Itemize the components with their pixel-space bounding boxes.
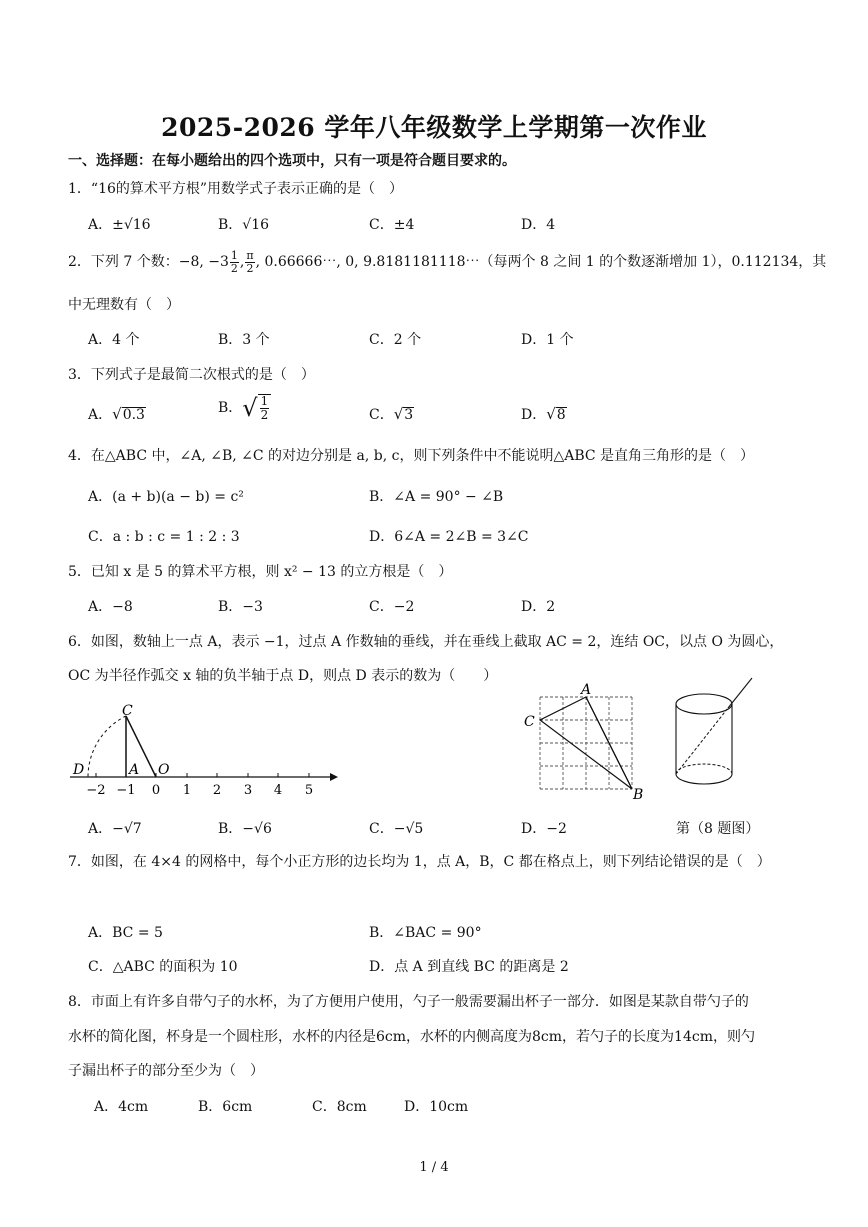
q3-c-label: C． [369,407,394,423]
q4-option-d[interactable]: D．6∠A = 2∠B = 3∠C [369,529,529,545]
tick-label: −1 [116,783,136,798]
q5-option-a[interactable]: A．−8 [88,599,133,615]
tick-label: 3 [243,783,253,798]
q3-option-a[interactable] [88,404,146,424]
tick-label: 1 [182,783,192,798]
q2-option-a[interactable]: A．4 个 [88,332,140,348]
q3-b-num: 1 [260,394,269,409]
spoon-outside [728,678,752,708]
q8-option-c[interactable]: C．8cm [312,1099,367,1115]
q2-pi-num: π [246,249,254,262]
tick-label: 2 [212,783,222,798]
q1-a-label: A． [88,217,113,233]
q2-fraction [230,250,239,274]
q6-c-value: −√5 [393,821,424,837]
q2-stem: 2．下列 7 个数：−8, −3 $\frac{1}{2}$ , $\frac{\pi}{2}$ , 0.66666⋯, 0, 9.8181181118⋯（每两个 8 之间 1 的个数逐渐增加 1），0.112134，其 [68,249,827,275]
q3-option-d[interactable] [521,404,567,424]
cup-bottom-back [676,764,732,774]
label-c: C [122,703,133,719]
q3-b-label: B． [218,400,243,416]
tick-label: 0 [151,783,161,798]
label-d: D [73,762,85,778]
q7-stem: 7．如图，在 4×4 的网格中，每个小正方形的边长均为 1，点 A，B，C 都在格点上，则下列结论错误的是（ ） [68,854,771,870]
q4-stem: 4．在△ABC 中，∠A, ∠B, ∠C 的对边分别是 a, b, c，则下列条件中不能说明△ABC 是直角三角形的是（ ） [68,448,755,464]
q2-option-c[interactable]: C．2 个 [369,332,422,348]
q3-d-radicand: 8 [556,407,566,423]
q8-stem-line3: 子漏出杯子的部分至少为（ ） [68,1063,264,1079]
q7-option-d[interactable]: D．点 A 到直线 BC 的距离是 2 [369,959,569,975]
q6-a-value: −√7 [112,821,142,837]
q7-option-b[interactable]: B．∠BAC = 90° [369,925,482,941]
q2-stem-line2: 中无理数有（ ） [68,297,180,313]
q8-option-a[interactable]: A．4cm [94,1099,149,1115]
q1-stem: 1．“16的算术平方根”用数学式子表示正确的是（ ） [68,181,404,197]
q2-stem-end: （每两个 8 之间 1 的个数逐渐增加 1），0.112134，其 [479,254,827,271]
tick-label: −2 [86,783,106,798]
q2-pi-den: 2 [246,261,254,275]
q8-option-b[interactable]: B．6cm [198,1099,253,1115]
q6-option-c[interactable] [369,818,423,838]
label-a: A [129,762,140,778]
q6-b-label: B． [218,821,243,837]
sqrt-icon: √ [242,394,258,422]
q2-stem-mid: , 0.66666⋯, 0, 9.8181181118⋯ [255,254,480,271]
q1-b-label: B． [218,217,243,233]
q6-b-value: −√6 [242,821,272,837]
q1-a-text: ±√16 [112,217,151,233]
axis-arrow-icon [330,773,338,781]
q8-stem-line1: 8．市面上有许多自带勺子的水杯，为了方便用户使用，勺子一般需要漏出杯子一部分．如图是某款自带勺子的 [68,994,749,1010]
sqrt-icon: √ [393,405,404,423]
fig8-caption: 第（8 题图） [676,821,760,837]
q3-c-radicand: 3 [404,407,414,423]
label-o: O [158,762,170,778]
q6-c-label: C． [369,821,394,837]
page-number: 1 / 4 [419,1160,449,1175]
q6-option-a[interactable] [88,818,142,838]
q1-option-b[interactable] [218,214,269,234]
q2-stem-start: 2．下列 7 个数：−8, −3 [68,254,229,271]
q1-option-a[interactable] [88,214,151,234]
q2-frac-num: 1 [230,249,238,262]
q8-stem-line2: 水杯的简化图，杯身是一个圆柱形，水杯的内径是6cm，水杯的内侧高度为8cm，若勺子的长度为14cm，则勺 [68,1029,755,1045]
q4-option-b[interactable]: B．∠A = 90° − ∠B [369,489,504,505]
q8-option-d[interactable]: D．10cm [404,1099,469,1115]
page-title: 2025-2026 学年八年级数学上学期第一次作业 [161,113,707,142]
q3-a-label: A． [88,407,113,423]
sqrt-icon: √ [112,405,122,423]
q3-d-label: D． [521,407,547,423]
q3-option-b[interactable] [218,394,271,422]
q2-pi-fraction [245,250,254,274]
cup-top-ellipse [676,694,732,714]
label-a: A [581,682,592,698]
q4-option-c[interactable]: C．a : b : c = 1 : 2 : 3 [88,529,240,545]
q1-c-text: ±4 [393,217,415,233]
q2-frac-den: 2 [230,261,238,275]
cup-bottom-front [676,774,732,784]
label-b: B [633,787,644,802]
q6-option-b[interactable] [218,818,272,838]
q3-b-den: 2 [260,408,269,422]
section-heading: 一、选择题：在每小题给出的四个选项中，只有一项是符合题目要求的。 [68,153,516,169]
spoon-inside [676,708,728,774]
cup-spoon-figure [664,676,760,800]
q7-option-a[interactable]: A．BC = 5 [88,925,163,941]
q3-a-radicand: 0.3 [122,407,145,423]
sqrt-icon: √ [546,405,556,423]
q5-stem: 5．已知 x 是 5 的算术平方根，则 x² − 13 的立方根是（ ） [68,564,453,580]
q3-b-radicand [258,394,272,421]
tick-label: 4 [273,783,283,798]
q5-option-d[interactable]: D．2 [521,599,556,615]
q6-stem-line2: OC 为半径作弧交 x 轴的负半轴于点 D，则点 D 表示的数为（ ） [68,668,498,684]
q1-d-text: 4 [546,217,556,233]
grid-triangle-figure [520,680,650,802]
q2-option-b[interactable]: B．3 个 [218,332,270,348]
q7-option-c[interactable]: C．△ABC 的面积为 10 [88,959,238,975]
q1-option-d[interactable] [521,214,555,234]
q5-option-b[interactable]: B．−3 [218,599,263,615]
number-line-figure [60,695,350,805]
q3-stem: 3．下列式子是最简二次根式的是（ ） [68,367,315,383]
q1-option-c[interactable] [369,214,414,234]
q4-option-a[interactable]: A．(a + b)(a − b) = c² [88,489,244,505]
q5-option-c[interactable]: C．−2 [369,599,415,615]
q6-stem-line1: 6．如图，数轴上一点 A，表示 −1，过点 A 作数轴的垂线，并在垂线上截取 AC = 2，连结 OC，以点 O 为圆心， [68,634,784,650]
label-c: C [524,714,535,730]
q1-d-label: D． [521,217,547,233]
q3-option-c[interactable] [369,404,414,424]
q1-b-text: √16 [242,217,270,233]
q2-option-d[interactable]: D．1 个 [521,332,574,348]
arc-cd [88,716,126,777]
q6-a-label: A． [88,821,113,837]
tick-label: 5 [304,783,314,798]
q1-c-label: C． [369,217,394,233]
q6-option-d[interactable]: D．−2 [521,821,567,837]
